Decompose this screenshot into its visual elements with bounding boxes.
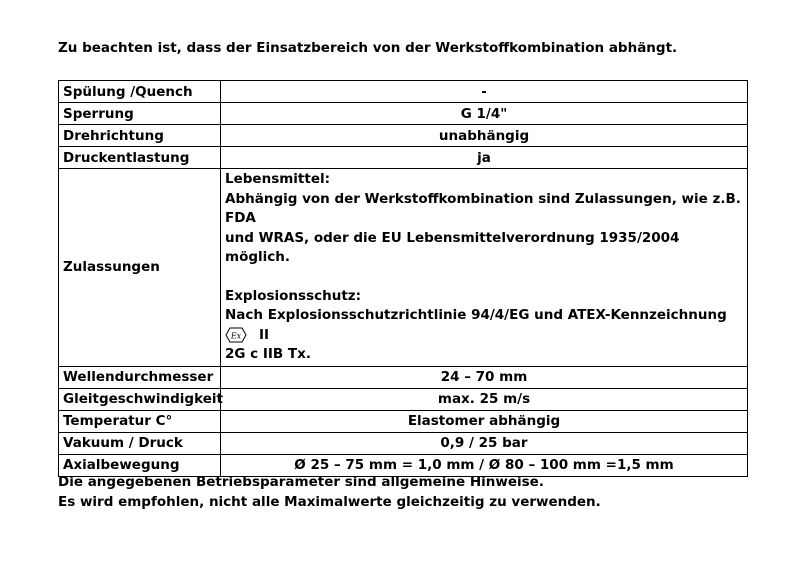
table-row — [59, 388, 748, 410]
ex-group-mark: II — [259, 326, 270, 343]
footer-note — [58, 472, 601, 512]
row-value: Elastomer abhängig — [221, 410, 748, 432]
table-row — [59, 125, 748, 147]
intro-note: Zu beachten ist, dass der Einsatzbereich von der Werkstoffkombination abhängt. — [58, 40, 678, 56]
atex-ex-hexagon-icon — [225, 327, 247, 343]
row-label: Sperrung — [59, 103, 221, 125]
food-heading: Lebensmittel: — [225, 171, 331, 187]
food-text-line: Abhängig von der Werkstoffkombination sind Zulassungen, wie z.B. FDA — [225, 190, 741, 226]
table-row — [59, 366, 748, 388]
table-row — [59, 103, 748, 125]
ex-text-line — [225, 306, 743, 345]
row-value: 24 – 70 mm — [221, 366, 748, 388]
ex-heading: Explosionsschutz: — [225, 287, 362, 304]
row-label: Gleitgeschwindigkeit — [59, 388, 221, 410]
row-label: Spülung /Quench — [59, 81, 221, 103]
table-row — [59, 81, 748, 103]
row-value: max. 25 m/s — [221, 388, 748, 410]
row-label: Temperatur C° — [59, 410, 221, 432]
row-value: unabhängig — [221, 125, 748, 147]
row-label: Zulassungen — [59, 169, 221, 367]
food-text-line: und WRAS, oder die EU Lebensmittelverordnung 1935/2004 möglich. — [225, 229, 680, 265]
row-value: G 1/4" — [221, 103, 748, 125]
table-row — [59, 147, 748, 169]
spacer — [225, 268, 743, 287]
row-value: 0,9 / 25 bar — [221, 432, 748, 454]
ex-symbol-text: Ex — [230, 331, 242, 340]
row-label: Wellendurchmesser — [59, 366, 221, 388]
table-row — [59, 432, 748, 454]
ex-text-line: 2G c IIB Tx. — [225, 346, 311, 362]
footer-line: Die angegebenen Betriebsparameter sind allgemeine Hinweise. — [58, 474, 544, 490]
row-value: Ø 25 – 75 mm = 1,0 mm / Ø 80 – 100 mm =1,5 mm — [221, 454, 748, 476]
footer-line: Es wird empfohlen, nicht alle Maximalwerte gleichzeitig zu verwenden. — [58, 494, 601, 510]
row-label: Drehrichtung — [59, 125, 221, 147]
row-value: - — [221, 81, 748, 103]
ex-text: Nach Explosionsschutzrichtlinie 94/4/EG und ATEX-Kennzeichnung — [225, 307, 727, 323]
table-row — [59, 410, 748, 432]
row-label: Axialbewegung — [59, 454, 221, 476]
table-row-approvals — [59, 169, 748, 367]
approvals-cell — [221, 169, 748, 367]
row-label: Vakuum / Druck — [59, 432, 221, 454]
specification-table — [58, 80, 748, 477]
row-value: ja — [221, 147, 748, 169]
row-label: Druckentlastung — [59, 147, 221, 169]
